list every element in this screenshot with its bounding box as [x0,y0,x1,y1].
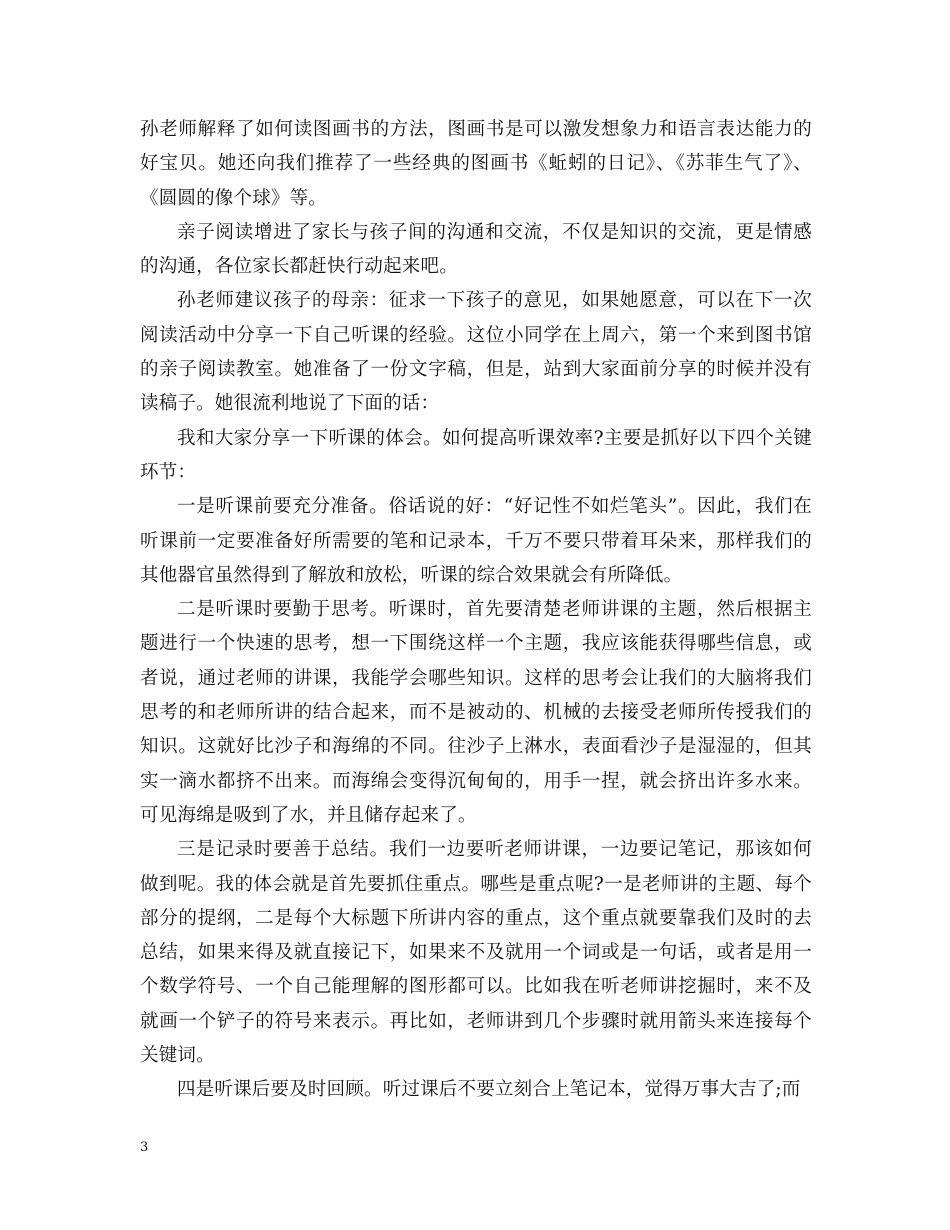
paragraph: 三是记录时要善于总结。我们一边要听老师讲课，一边要记笔记，那该如何做到呢。我的体会就是首先要抓住重点。哪些是重点呢?一是老师讲的主题、每个部分的提纲，二是每个大标题下所讲内容的重点，这个重点就要靠我们及时的去总结，如果来得及就直接记下，如果来不及就用一个词或是一句话，或者是用一个数学符号、一个自己能理解的图形都可以。比如我在听老师讲挖掘时，来不及就画一个铲子的符号来表示。再比如，老师讲到几个步骤时就用箭头来连接每个关键词。 [140,839,812,1067]
paragraph: 孙老师解释了如何读图画书的方法，图画书是可以激发想象力和语言表达能力的好宝贝。她还向我们推荐了一些经典的图画书《蚯蚓的日记》、《苏菲生气了》、《圆圆的像个球》等。 [140,119,813,209]
body-text [140,113,812,1108]
paragraph: 亲子阅读增进了家长与孩子间的沟通和交流，不仅是知识的交流，更是情感的沟通，各位家长都赶快行动起来吧。 [140,221,812,278]
paragraph: 四是听课后要及时回顾。听过课后不要立刻合上笔记本，觉得万事大吉了;而 [177,1079,801,1101]
paragraph: 一是听课前要充分准备。俗话说的好：“好记性不如烂笔头”。因此，我们在听课前一定要准备好所需要的笔和记录本，千万不要只带着耳朵来，那样我们的其他器官虽然得到了解放和放松，听课的综合效果就会有所降低。 [140,496,812,586]
paragraph: 二是听课时要勤于思考。听课时，首先要清楚老师讲课的主题，然后根据主题进行一个快速的思考，想一下围绕这样一个主题，我应该能获得哪些信息，或者说，通过老师的讲课，我能学会哪些知识。这样的思考会让我们的大脑将我们思考的和老师所讲的结合起来，而不是被动的、机械的去接受老师所传授我们的知识。这就好比沙子和海绵的不同。往沙子上淋水，表面看沙子是湿湿的，但其实一滴水都挤不出来。而海绵会变得沉甸甸的，用手一捏，就会挤出许多水来。可见海绵是吸到了水，并且储存起来了。 [140,599,812,826]
paragraph: 孙老师建议孩子的母亲：征求一下孩子的意见，如果她愿意，可以在下一次阅读活动中分享一下自己听课的经验。这位小同学在上周六，第一个来到图书馆的亲子阅读教室。她准备了一份文字稿，但是，站到大家面前分享的时候并没有读稿子。她很流利地说了下面的话： [140,290,812,415]
page-number: 3 [140,1140,149,1155]
paragraph: 我和大家分享一下听课的体会。如何提高听课效率?主要是抓好以下四个关键环节： [140,427,812,483]
